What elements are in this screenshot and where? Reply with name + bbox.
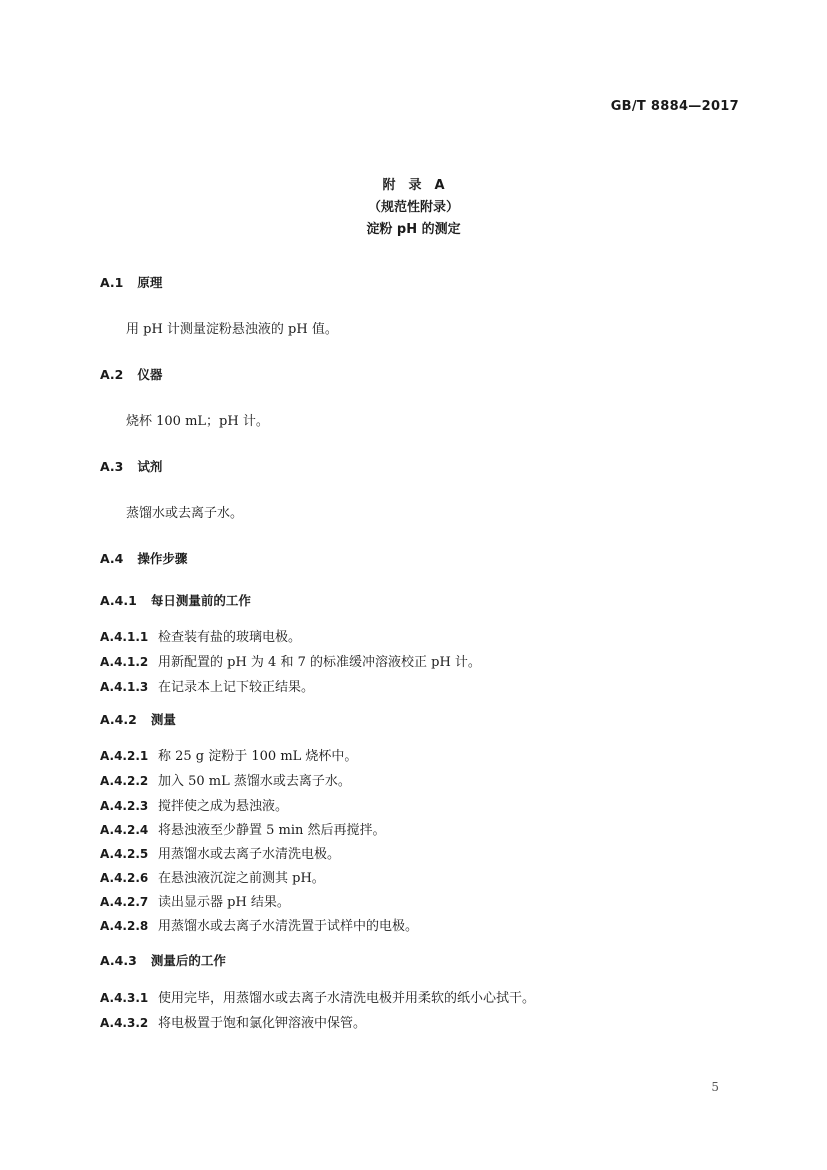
section-title: 试剂 xyxy=(137,459,163,474)
section-paragraph-a3: 蒸馏水或去离子水。 xyxy=(126,506,244,521)
list-item: A.4.2.5 用蒸馏水或去离子水清洗电极。 xyxy=(100,847,341,862)
section-heading-a1 xyxy=(100,273,162,291)
section-title: 仪器 xyxy=(137,367,163,382)
list-item: A.4.2.1 称 25 g 淀粉于 100 mL 烧杯中。 xyxy=(100,749,358,764)
section-title: 每日测量前的工作 xyxy=(150,593,251,608)
list-item: A.4.2.2 加入 50 mL 蒸馏水或去离子水。 xyxy=(100,774,351,789)
section-heading-a2 xyxy=(100,365,162,383)
list-item: A.4.2.4 将悬浊液至少静置 5 min 然后再搅拌。 xyxy=(100,823,386,838)
section-paragraph-a2: 烧杯 100 mL；pH 计。 xyxy=(126,414,269,429)
list-item: A.4.3.2 将电极置于饱和氯化钾溶液中保管。 xyxy=(100,1016,367,1031)
section-title: 操作步骤 xyxy=(137,551,188,566)
section-number: A.1 xyxy=(100,275,124,290)
list-item: A.4.2.6 在悬浊液沉淀之前测其 pH。 xyxy=(100,871,325,886)
list-item: A.4.1.2 用新配置的 pH 为 4 和 7 的标准缓冲溶液校正 pH 计。 xyxy=(100,655,481,670)
list-item: A.4.1.1 检查装有盐的玻璃电极。 xyxy=(100,630,302,645)
section-paragraph-a1: 用 pH 计测量淀粉悬浊液的 pH 值。 xyxy=(126,322,338,337)
section-number: A.4.3 xyxy=(100,953,137,968)
section-title: 测量后的工作 xyxy=(150,953,226,968)
section-number: A.4 xyxy=(100,551,124,566)
section-number: A.3 xyxy=(100,459,124,474)
list-item: A.4.2.3 搅拌使之成为悬浊液。 xyxy=(100,799,289,814)
section-heading-a41 xyxy=(100,591,251,609)
section-heading-a43 xyxy=(100,951,226,969)
standard-code: GB/T 8884—2017 xyxy=(610,99,739,114)
list-item: A.4.2.8 用蒸馏水或去离子水清洗置于试样中的电极。 xyxy=(100,919,419,934)
section-heading-a4 xyxy=(100,549,187,567)
annex-type: （规范性附录） xyxy=(367,200,459,215)
list-item: A.4.3.1 使用完毕，用蒸馏水或去离子水清洗电极并用柔软的纸小心拭干。 xyxy=(100,991,536,1006)
section-title: 原理 xyxy=(137,275,163,290)
annex-title: 附 录 A xyxy=(382,178,445,193)
annex-name: 淀粉 pH 的测定 xyxy=(366,222,461,237)
page-number: 5 xyxy=(711,1080,719,1094)
list-item: A.4.1.3 在记录本上记下较正结果。 xyxy=(100,680,315,695)
section-title: 测量 xyxy=(150,712,176,727)
section-number: A.2 xyxy=(100,367,124,382)
section-heading-a42 xyxy=(100,710,176,728)
section-heading-a3 xyxy=(100,457,162,475)
section-number: A.4.2 xyxy=(100,712,137,727)
section-number: A.4.1 xyxy=(100,593,137,608)
list-item: A.4.2.7 读出显示器 pH 结果。 xyxy=(100,895,290,910)
